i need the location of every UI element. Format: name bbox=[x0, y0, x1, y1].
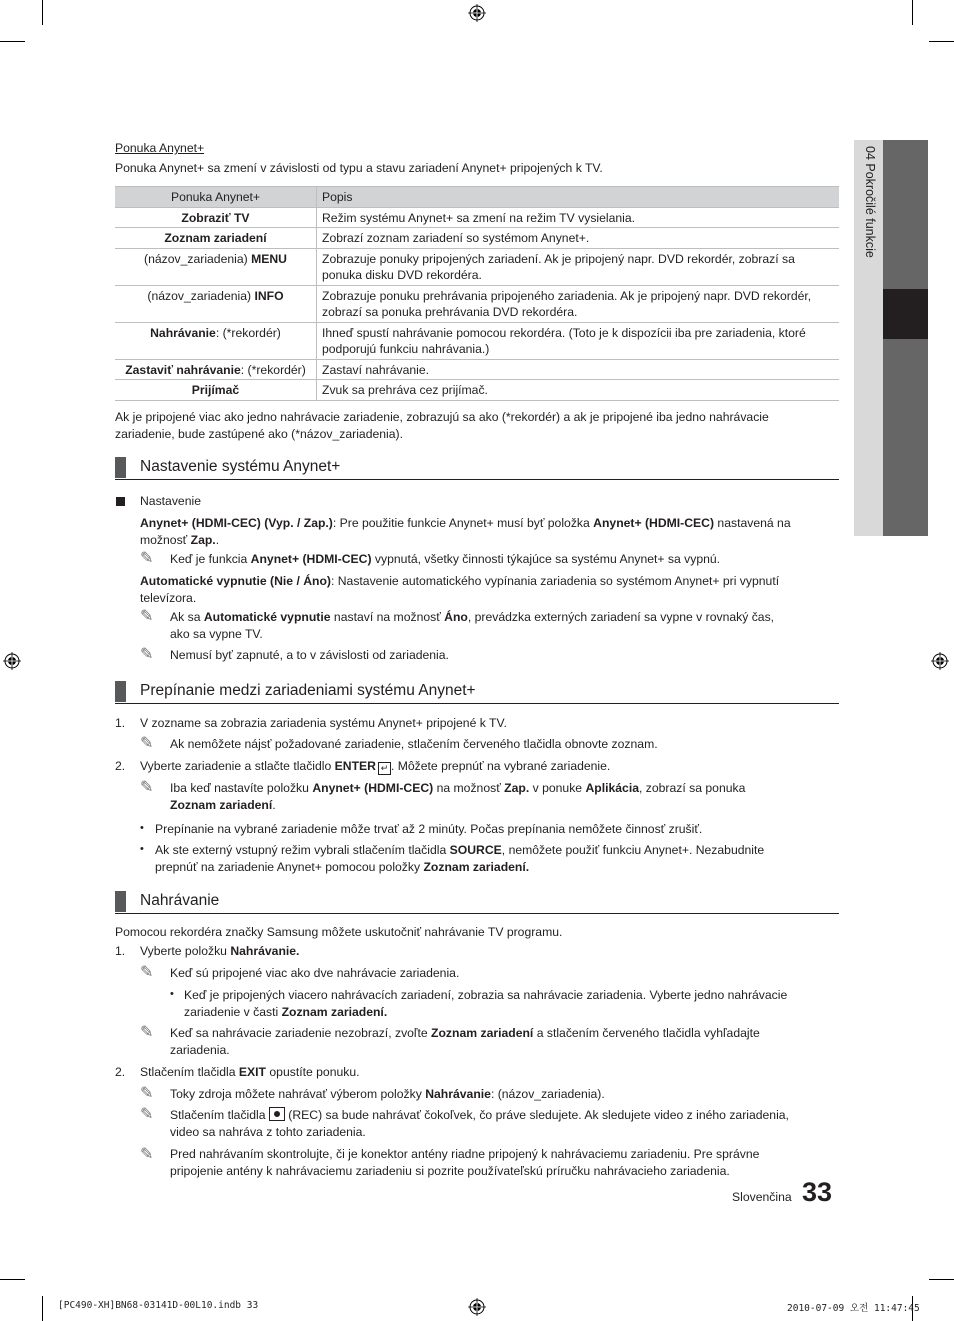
side-tab-lower bbox=[883, 339, 928, 536]
section-bar bbox=[115, 891, 126, 912]
bold-term: Nahrávanie bbox=[425, 1087, 491, 1101]
note bbox=[170, 1107, 789, 1124]
note-pencil-icon: ✎ bbox=[140, 1085, 154, 1102]
note-pencil-icon: ✎ bbox=[140, 964, 154, 981]
text: . Môžete prepnúť na vybrané zariadenie. bbox=[390, 759, 611, 773]
text: zariadenie v časti bbox=[184, 1005, 282, 1019]
step-number: 1. bbox=[115, 944, 126, 958]
print-date-info: 2010-07-09 오전 11:47:45 bbox=[787, 1303, 920, 1314]
note-pencil-icon: ✎ bbox=[140, 608, 154, 625]
section-title: Prepínanie medzi zariadeniami systému Anynet+ bbox=[140, 682, 476, 699]
section-bar bbox=[115, 457, 126, 478]
section-header-anynet-setup bbox=[115, 455, 839, 480]
bold-term: Aplikácia bbox=[585, 781, 639, 795]
text: nastavená na bbox=[714, 516, 791, 530]
registration-mark-icon bbox=[3, 652, 21, 670]
table-cell-menu: Zoznam zariadení bbox=[164, 231, 267, 245]
crop-mark bbox=[929, 1279, 954, 1280]
table-header-row bbox=[115, 187, 839, 208]
step-text bbox=[140, 1064, 360, 1081]
bold-term: Automatické vypnutie (Nie / Áno) bbox=[140, 574, 331, 588]
bullet-text bbox=[155, 842, 764, 859]
text: Keď sa nahrávacie zariadenie nezobrazí, zvoľte bbox=[170, 1026, 432, 1040]
note: Ak nemôžete nájsť požadované zariadenie, stlačením červeného tlačidla obnovte zoznam. bbox=[170, 737, 658, 751]
note bbox=[170, 609, 774, 626]
text: Toky zdroja môžete nahrávať výberom položky bbox=[170, 1087, 426, 1101]
text: Ak ste externý vstupný režim vybrali stlačením tlačidla bbox=[155, 843, 450, 857]
bold-term: EXIT bbox=[238, 1065, 266, 1079]
text: a stlačením červeného tlačidla vyhľadajte bbox=[533, 1026, 760, 1040]
table-row bbox=[115, 359, 839, 380]
text: Keď je funkcia bbox=[170, 552, 251, 566]
text: (REC) sa bude nahrávať čokoľvek, čo práve sledujete. Ak sledujete video z iného zariadenia, bbox=[284, 1108, 789, 1122]
text: Vyberte položku bbox=[140, 944, 231, 958]
table-row bbox=[115, 207, 839, 228]
note-pencil-icon: ✎ bbox=[140, 1024, 154, 1041]
note: Keď sú pripojené viac ako dve nahrávacie zariadenia. bbox=[170, 966, 460, 980]
bold-term: Nahrávanie. bbox=[230, 944, 300, 958]
bold-term: Anynet+ (HDMI-CEC) bbox=[250, 552, 372, 566]
bullet-text bbox=[184, 1004, 387, 1021]
table-header-cell: Ponuka Anynet+ bbox=[115, 187, 317, 208]
section-header-recording bbox=[115, 889, 839, 914]
section-intro: Pomocou rekordéra značky Samsung môžete uskutočniť nahrávanie TV programu. bbox=[115, 925, 563, 939]
bold-term: Zoznam zariadení bbox=[170, 798, 273, 812]
after-table-text: Ak je pripojené viac ako jedno nahrávacie zariadenie, zobrazujú sa ako (*rekordér) a ak je pripojené iba jedno nahrávacie bbox=[115, 410, 769, 424]
table-header-cell: Popis bbox=[317, 187, 840, 208]
note: Nemusí byť zapnuté, a to v závislosti od zariadenia. bbox=[170, 648, 449, 662]
table-cell-description: Režim systému Anynet+ sa zmení na režim TV vysielania. bbox=[317, 207, 840, 228]
note: video sa nahráva z tohto zariadenia. bbox=[170, 1125, 366, 1139]
side-tab-active bbox=[883, 289, 928, 339]
anynet-menu-table bbox=[115, 186, 839, 401]
step-number: 2. bbox=[115, 1065, 126, 1079]
table-cell-menu: Zastaviť nahrávanie bbox=[125, 362, 241, 377]
enter-key-icon: ↵ bbox=[378, 762, 391, 775]
footer-language: Slovenčina bbox=[732, 1190, 792, 1204]
bold-term: Zoznam zariadení. bbox=[281, 1005, 388, 1019]
bold-term: Zoznam zariadení. bbox=[423, 860, 530, 874]
step-text bbox=[140, 758, 610, 775]
section-title: Nastavenie systému Anynet+ bbox=[140, 458, 341, 475]
note-pencil-icon: ✎ bbox=[140, 1106, 154, 1123]
paragraph bbox=[140, 532, 219, 549]
chapter-label: 04 Pokročilé funkcie bbox=[863, 146, 877, 258]
after-table-text: zariadenie, bude zastúpené ako (*názov_zariadenia). bbox=[115, 427, 403, 441]
note-pencil-icon: ✎ bbox=[140, 735, 154, 752]
text: , prevádzka externých zariadení sa vypne v rovnaký čas, bbox=[467, 610, 775, 624]
table-row bbox=[115, 248, 839, 285]
table-cell-menu: Prijímač bbox=[191, 383, 240, 397]
table-cell-menu: Nahrávanie bbox=[150, 325, 216, 340]
table-cell-prefix: (názov_zariadenia) bbox=[144, 251, 252, 266]
text: opustíte ponuku. bbox=[266, 1065, 360, 1079]
bold-term: Anynet+ (HDMI-CEC) (Vyp. / Zap.) bbox=[140, 516, 333, 530]
registration-mark-icon bbox=[931, 652, 949, 670]
note-pencil-icon: ✎ bbox=[140, 646, 154, 663]
bold-term: SOURCE bbox=[449, 843, 502, 857]
text: vypnutá, všetky činnosti týkajúce sa systému Anynet+ sa vypnú. bbox=[371, 552, 721, 566]
table-cell-menu: Zobraziť TV bbox=[181, 210, 250, 225]
bold-term: Zoznam zariadení bbox=[431, 1026, 534, 1040]
text: , nemôžete použiť funkciu Anynet+. Nezabudnite bbox=[501, 843, 765, 857]
side-tab-upper bbox=[883, 140, 928, 289]
square-bullet-icon bbox=[116, 497, 125, 506]
registration-mark-icon bbox=[468, 4, 486, 22]
text: prepnúť na zariadenie Anynet+ pomocou položky bbox=[155, 860, 424, 874]
bold-term: Zap. bbox=[504, 781, 530, 795]
table-cell-description: Zastaví nahrávanie. bbox=[317, 359, 840, 380]
rec-button-icon bbox=[269, 1107, 285, 1121]
text: v ponuke bbox=[529, 781, 586, 795]
note bbox=[170, 797, 276, 814]
note-pencil-icon: ✎ bbox=[140, 779, 154, 796]
text: Iba keď nastavíte položku bbox=[170, 781, 313, 795]
step-number: 2. bbox=[115, 759, 126, 773]
text: . bbox=[272, 798, 276, 812]
bullet-text: Keď je pripojených viacero nahrávacích zariadení, zobrazia sa nahrávacie zariadenia. Vyberte jedno nahrávacie bbox=[184, 988, 788, 1002]
note: zariadenia. bbox=[170, 1043, 230, 1057]
menu-heading: Ponuka Anynet+ bbox=[115, 141, 205, 155]
step-text: V zozname sa zobrazia zariadenia systému Anynet+ pripojené k TV. bbox=[140, 716, 507, 730]
table-cell-description: Zobrazuje ponuky pripojených zariadení. Ak je pripojený napr. DVD rekordér, zobrazí sa ponuka disku DVD rekordéra. bbox=[317, 248, 840, 285]
table-cell-description: Ihneď spustí nahrávanie pomocou rekordéra. (Toto je k dispozícii iba pre zariadenia, ktoré podporujú funkciu nahrávania.) bbox=[317, 322, 840, 359]
table-row bbox=[115, 228, 839, 249]
bullet-dot-icon: • bbox=[170, 988, 174, 1000]
bold-term: Áno bbox=[444, 610, 468, 624]
table-cell-menu: MENU bbox=[251, 251, 287, 266]
note bbox=[170, 1025, 760, 1042]
crop-mark bbox=[42, 0, 43, 25]
bold-term: Anynet+ (HDMI-CEC) bbox=[593, 516, 715, 530]
table-row bbox=[115, 380, 839, 401]
text: : Nastavenie automatického vypínania zariadenia so systémom Anynet+ pri vypnutí bbox=[330, 574, 780, 588]
bold-term: Anynet+ (HDMI-CEC) bbox=[312, 781, 434, 795]
step-text bbox=[140, 943, 299, 960]
menu-intro: Ponuka Anynet+ sa zmení v závislosti od typu a stavu zariadení Anynet+ pripojených k TV. bbox=[115, 161, 603, 175]
table-cell-menu: INFO bbox=[254, 288, 284, 303]
registration-mark-icon bbox=[468, 1298, 486, 1316]
bullet-dot-icon: • bbox=[140, 843, 144, 855]
text: , zobrazí sa ponuka bbox=[639, 781, 746, 795]
note: pripojenie antény k nahrávaciemu zariadeniu si pozrite používateľskú príručku nahrávacieho zariadenia. bbox=[170, 1164, 730, 1178]
paragraph: televízora. bbox=[140, 591, 197, 605]
text: na možnosť bbox=[433, 781, 505, 795]
table-row bbox=[115, 322, 839, 359]
crop-mark bbox=[912, 0, 913, 25]
text: : Pre použitie funkcie Anynet+ musí byť položka bbox=[332, 516, 594, 530]
text: možnosť bbox=[140, 533, 191, 547]
note bbox=[170, 551, 720, 568]
table-cell-suffix: : (*rekordér) bbox=[215, 325, 281, 340]
crop-mark bbox=[42, 1296, 43, 1321]
table-cell-prefix: (názov_zariadenia) bbox=[147, 288, 255, 303]
section-title: Nahrávanie bbox=[140, 892, 220, 909]
print-file-info: [PC490-XH]BN68-03141D-00L10.indb 33 bbox=[58, 1300, 259, 1311]
crop-mark bbox=[929, 41, 954, 42]
bold-term: ENTER bbox=[334, 759, 376, 773]
table-cell-description: Zobrazí zoznam zariadení so systémom Anynet+. bbox=[317, 228, 840, 249]
text: : (názov_zariadenia). bbox=[490, 1087, 605, 1101]
bullet-text bbox=[155, 859, 529, 876]
setting-item: Nastavenie bbox=[140, 494, 201, 508]
text: Stlačením tlačidla bbox=[140, 1065, 239, 1079]
table-cell-description: Zobrazuje ponuku prehrávania pripojeného zariadenia. Ak je pripojený napr. DVD rekordér, zobrazí sa ponuka prehrávania DVD rekordéra. bbox=[317, 285, 840, 322]
note-pencil-icon: ✎ bbox=[140, 550, 154, 567]
table-row bbox=[115, 285, 839, 322]
note bbox=[170, 1086, 605, 1103]
section-header-device-switching bbox=[115, 679, 839, 704]
bullet-text: Prepínanie na vybrané zariadenie môže trvať až 2 minúty. Počas prepínania nemôžete činnosť zrušiť. bbox=[155, 822, 703, 836]
text: . bbox=[215, 533, 220, 547]
crop-mark bbox=[0, 41, 25, 42]
text: Ak sa bbox=[170, 610, 204, 624]
crop-mark bbox=[0, 1279, 25, 1280]
bold-term: Automatické vypnutie bbox=[203, 610, 331, 624]
note: ako sa vypne TV. bbox=[170, 627, 263, 641]
text: Vyberte zariadenie a stlačte tlačidlo bbox=[140, 759, 335, 773]
note-pencil-icon: ✎ bbox=[140, 1146, 154, 1163]
bold-term: Zap. bbox=[190, 533, 216, 547]
section-bar bbox=[115, 681, 126, 702]
paragraph bbox=[140, 573, 779, 590]
page-number: 33 bbox=[802, 1177, 833, 1207]
note bbox=[170, 780, 745, 797]
table-cell-suffix: : (*rekordér) bbox=[240, 362, 306, 377]
bullet-dot-icon: • bbox=[140, 822, 144, 834]
note: Pred nahrávaním skontrolujte, či je konektor antény riadne pripojený k nahrávaciemu zariadeniu. Pre správne bbox=[170, 1147, 760, 1161]
table-cell-description: Zvuk sa prehráva cez prijímač. bbox=[317, 380, 840, 401]
text: nastaví na možnosť bbox=[330, 610, 445, 624]
paragraph bbox=[140, 515, 791, 532]
text: Stlačením tlačidla bbox=[170, 1108, 269, 1122]
step-number: 1. bbox=[115, 716, 126, 730]
